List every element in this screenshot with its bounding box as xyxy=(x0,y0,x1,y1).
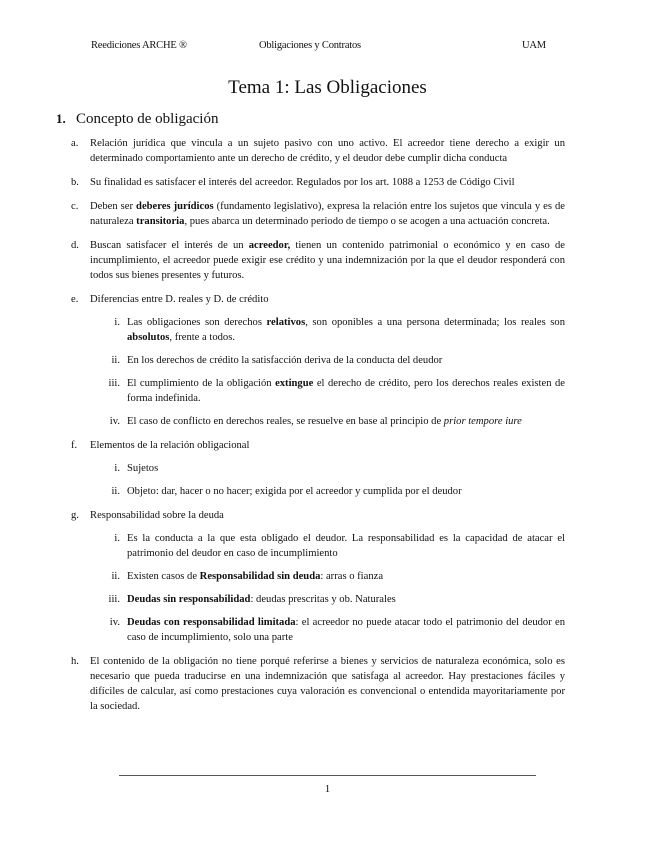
bold-term: Responsabilidad sin deuda xyxy=(199,571,321,582)
item-label: g. xyxy=(71,510,79,521)
page-number: 1 xyxy=(324,783,331,795)
sub-item-label: i. xyxy=(114,463,120,474)
list-item-h xyxy=(68,654,565,714)
bold-term: Deudas con responsabilidad limitada xyxy=(127,617,296,628)
item-label: f. xyxy=(71,440,78,451)
sub-item-label: iv. xyxy=(109,617,120,628)
page-title: Tema 1: Las Obligaciones xyxy=(228,77,427,98)
sub-item-text: Es la conducta a la que esta obligado el deudor. La responsabilidad es la capacidad de atacar el patrimonio del deudor en caso de incumplimiento xyxy=(127,533,565,559)
sub-item-text: Sujetos xyxy=(127,463,159,474)
header-subject: Obligaciones y Contratos xyxy=(259,40,361,51)
sub-item-label: iii. xyxy=(108,594,120,605)
sub-item-text: El cumplimiento de la obligación extingue el derecho de crédito, pero los derechos reales existen de forma indefinida. xyxy=(127,378,565,404)
item-label: a. xyxy=(71,138,79,149)
concept-list xyxy=(68,136,565,723)
list-item-e xyxy=(68,292,565,429)
bold-term: relativos xyxy=(266,317,306,328)
sub-item-text: Las obligaciones son derechos relativos, son oponibles a una persona determinada; los reales son absolutos, frente a todos. xyxy=(127,317,566,343)
sub-item-label: ii. xyxy=(111,571,120,582)
sub-item-label: i. xyxy=(114,533,120,544)
item-text: Diferencias entre D. reales y D. de crédito xyxy=(90,294,269,305)
list-item-g xyxy=(68,508,565,645)
bold-term: deberes jurídicos xyxy=(136,201,214,212)
item-label: h. xyxy=(71,656,79,667)
footer-divider xyxy=(119,775,536,776)
section-title: Concepto de obligación xyxy=(76,111,219,127)
item-text: Buscan satisfacer el interés de un acreedor, tienen un contenido patrimonial o económico y en caso de incumplimiento, el acreedor puede exigir ese crédito y una indemnización por la que el deudor responderá con todos sus bienes presentes y futuros. xyxy=(90,240,565,281)
item-label: c. xyxy=(71,201,79,212)
sub-item-label: iii. xyxy=(108,378,120,389)
header-university: UAM xyxy=(522,40,546,51)
sub-item-text: Existen casos de Responsabilidad sin deuda: arras o fianza xyxy=(127,571,384,582)
sub-item xyxy=(90,414,565,429)
bold-term: absolutos xyxy=(127,332,170,343)
sub-item xyxy=(90,484,565,499)
section-number: 1. xyxy=(56,111,66,126)
sub-item xyxy=(90,315,565,345)
sub-item-text: Objeto: dar, hacer o no hacer; exigida por el acreedor y cumplida por el deudor xyxy=(127,486,462,497)
sub-item-text: Deudas con responsabilidad limitada: el acreedor no puede atacar todo el patrimonio del deudor en caso de incumplimiento, solo una parte xyxy=(127,617,565,643)
item-text: Responsabilidad sobre la deuda xyxy=(90,510,224,521)
sublist xyxy=(90,315,565,429)
sub-item-label: ii. xyxy=(111,486,120,497)
sub-item-text: El caso de conflicto en derechos reales, se resuelve en base al principio de prior tempore iure xyxy=(127,416,522,427)
sub-item xyxy=(90,376,565,406)
sub-item-label: iv. xyxy=(109,416,120,427)
sub-item xyxy=(90,569,565,584)
item-label: d. xyxy=(71,240,79,251)
item-text: Relación jurídica que vincula a un sujeto pasivo con uno activo. El acreedor tiene derecho a exigir un determinado comportamiento ante un derecho de crédito, y el deudor debe cumplir dicha conducta xyxy=(90,138,565,164)
list-item-d xyxy=(68,238,565,283)
sub-item-text: En los derechos de crédito la satisfacción deriva de la conducta del deudor xyxy=(127,355,443,366)
list-item-c xyxy=(68,199,565,229)
italic-term: prior tempore iure xyxy=(443,416,522,427)
sub-item-text: Deudas sin responsabilidad: deudas prescritas y ob. Naturales xyxy=(127,594,396,605)
sublist xyxy=(90,461,565,499)
item-label: e. xyxy=(71,294,79,305)
list-item-a xyxy=(68,136,565,166)
section-heading xyxy=(56,111,218,128)
item-text: Elementos de la relación obligacional xyxy=(90,440,250,451)
sub-item xyxy=(90,531,565,561)
sub-item xyxy=(90,461,565,476)
sub-item xyxy=(90,592,565,607)
bold-term: Deudas sin responsabilidad xyxy=(127,594,251,605)
item-text: Su finalidad es satisfacer el interés del acreedor. Regulados por los art. 1088 a 1253 de Código Civil xyxy=(90,177,515,188)
sub-item xyxy=(90,615,565,645)
item-label: b. xyxy=(71,177,79,188)
bold-term: transitoria xyxy=(136,216,185,227)
sub-item-label: i. xyxy=(114,317,120,328)
list-item-f xyxy=(68,438,565,499)
sub-item-label: ii. xyxy=(111,355,120,366)
bold-term: extingue xyxy=(275,378,314,389)
sublist xyxy=(90,531,565,645)
header-publisher: Reediciones ARCHE ® xyxy=(91,40,187,51)
item-text: El contenido de la obligación no tiene porqué referirse a bienes y servicios de naturaleza económica, solo es necesario que pueda traducirse en una indemnización que satisfaga al acreedor. Hay prestaciones fáciles y difíciles de calcular, así como prestaciones cuya valoración es convencional o entendida mayoritariamente por la sociedad. xyxy=(90,656,565,712)
sub-item xyxy=(90,353,565,368)
item-text: Deben ser deberes jurídicos (fundamento legislativo), expresa la relación entre los sujetos que vincula y es de naturaleza transitoria, pues abarca un determinado periodo de tiempo o se acogen a una actuación concreta. xyxy=(90,201,565,227)
list-item-b xyxy=(68,175,565,190)
bold-term: acreedor, xyxy=(248,240,291,251)
